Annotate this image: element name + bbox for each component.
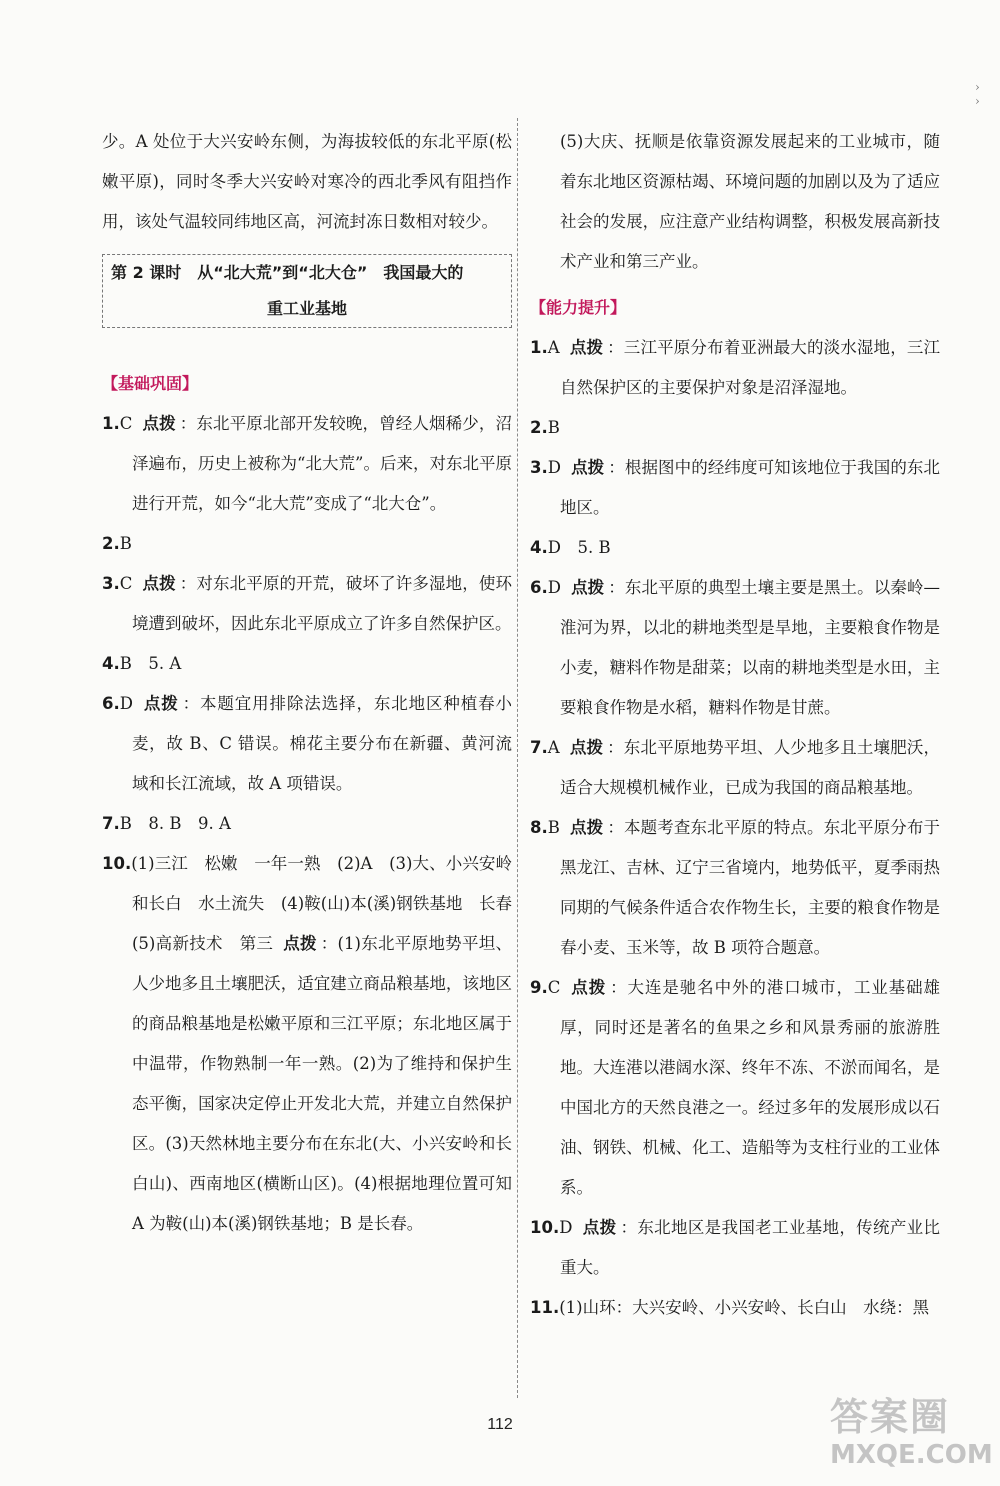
lesson-title-line2: 重工业基地 (266, 299, 347, 318)
answer-item: 6.D 点拨 ：东北平原的典型土壤主要是黑土。以秦岭—淮河为界，以北的耕地类型是旱地，主要粮食作物是小麦，糖料作物是甜菜；以南的耕地类型是水田，主要粮食作物是水稻，糖料作物是甘蔗。 (530, 578, 941, 717)
section-advanced-title: 【能力提升】 (530, 298, 627, 317)
left-intro-text: 少。A 处位于大兴安岭东侧，为海拔较低的东北平原(松嫩平原)，同时冬季大兴安岭对寒冷的西北季风有阻挡作用，该处气温较同纬地区高，河流封冻日数相对较少。 (102, 132, 512, 231)
watermark-logo-text: 答案圈 (830, 1395, 951, 1439)
lesson-title-box (102, 254, 512, 328)
answer-item: 1.C 点拨 ：东北平原北部开发较晚，曾经人烟稀少，沼泽遍布，历史上被称为“北大荒”。后来，对东北平原进行开荒，如今“北大荒”变成了“北大仓”。 (102, 414, 513, 513)
column-divider (517, 118, 518, 1398)
page-edge-mark: › › (975, 80, 980, 108)
answer-item: 4.B 5. A (102, 654, 182, 673)
answer-item: 9.C 点拨 ：大连是驰名中外的港口城市，工业基础雄厚，同时还是著名的鱼果之乡和风景秀丽的旅游胜地。大连港以港阔水深、终年不冻、不淤而闻名，是中国北方的天然良港之一。经过多年的发展形成以石油、钢铁、机械、化工、造船等为支柱行业的工业体系。 (530, 978, 941, 1197)
answer-item: 6.D 点拨 ：本题宜用排除法选择，东北地区种植春小麦，故 B、C 错误。棉花主要分布在新疆、黄河流域和长江流域，故 A 项错误。 (102, 694, 513, 793)
lesson-title-line1: 第 2 课时 从“北大荒”到“北大仓” 我国最大的 (111, 263, 464, 282)
left-column (102, 122, 529, 1244)
section-basic-title: 【基础巩固】 (102, 374, 199, 393)
answer-item: 3.C 点拨 ：对东北平原的开荒，破坏了许多湿地，使环境遭到破坏，因此东北平原成立了许多自然保护区。 (102, 574, 513, 633)
right-column (530, 122, 940, 1328)
answer-item: 3.D 点拨 ：根据图中的经纬度可知该地位于我国的东北地区。 (530, 458, 941, 517)
answer-item: 8.B 点拨 ：本题考查东北平原的特点。东北平原分布于黑龙江、吉林、辽宁三省境内，地势低平，夏季雨热同期的气候条件适合农作物生长，主要的粮食作物是春小麦、玉米等，故 B 项符合题意。 (530, 818, 941, 957)
watermark-url: MXQE.COM (830, 1440, 993, 1470)
site-watermark (830, 1395, 995, 1480)
answer-item: 7.A 点拨 ：东北平原地势平坦、人少地多且土壤肥沃，适合大规模机械作业，已成为我国的商品粮基地。 (530, 738, 941, 797)
left-answer-list (102, 404, 529, 1244)
page-number: 112 (487, 1416, 513, 1433)
answer-item: 2.B (102, 534, 132, 553)
answer-item: 1.A 点拨 ：三江平原分布着亚洲最大的淡水湿地，三江自然保护区的主要保护对象是沼泽湿地。 (530, 338, 941, 397)
answer-item: 11.(1)山环：大兴安岭、小兴安岭、长白山 水绕：黑 (530, 1298, 930, 1317)
answer-item: 4.D 5. B (530, 538, 611, 557)
answer-item: 10.(1)三江 松嫩 一年一熟 (2)A (3)大、小兴安岭和长白 水土流失 (4)鞍(山)本(溪)钢铁基地 长春 (5)高新技术 第三 点拨 ：(1)东北平原地势平坦、人少地多且土壤肥沃，适宜建立商品粮基地，该地区的商品粮基地是松嫩平原和三江平原；东北地区属于中温带，作物熟制一年一熟。(2)为了维持和保护生态平衡，国家决定停止开发北大荒，并建立自然保护区。(3)天然林地主要分布在东北(大、小兴安岭和长白山)、西南地区(横断山区)。(4)根据地理位置可知 A 为鞍(山)本(溪)钢铁基地；B 是长春。 (102, 854, 529, 1233)
answer-item: 7.B 8. B 9. A (102, 814, 231, 833)
right-intro-text: (5)大庆、抚顺是依靠资源发展起来的工业城市，随着东北地区资源枯竭、环境问题的加剧以及为了适应社会的发展，应注意产业结构调整，积极发展高新技术产业和第三产业。 (560, 132, 940, 271)
answer-item: 10.D 点拨 ：东北地区是我国老工业基地，传统产业比重大。 (530, 1218, 941, 1277)
answer-item: 2.B (530, 418, 560, 437)
right-answer-list (530, 328, 940, 1328)
